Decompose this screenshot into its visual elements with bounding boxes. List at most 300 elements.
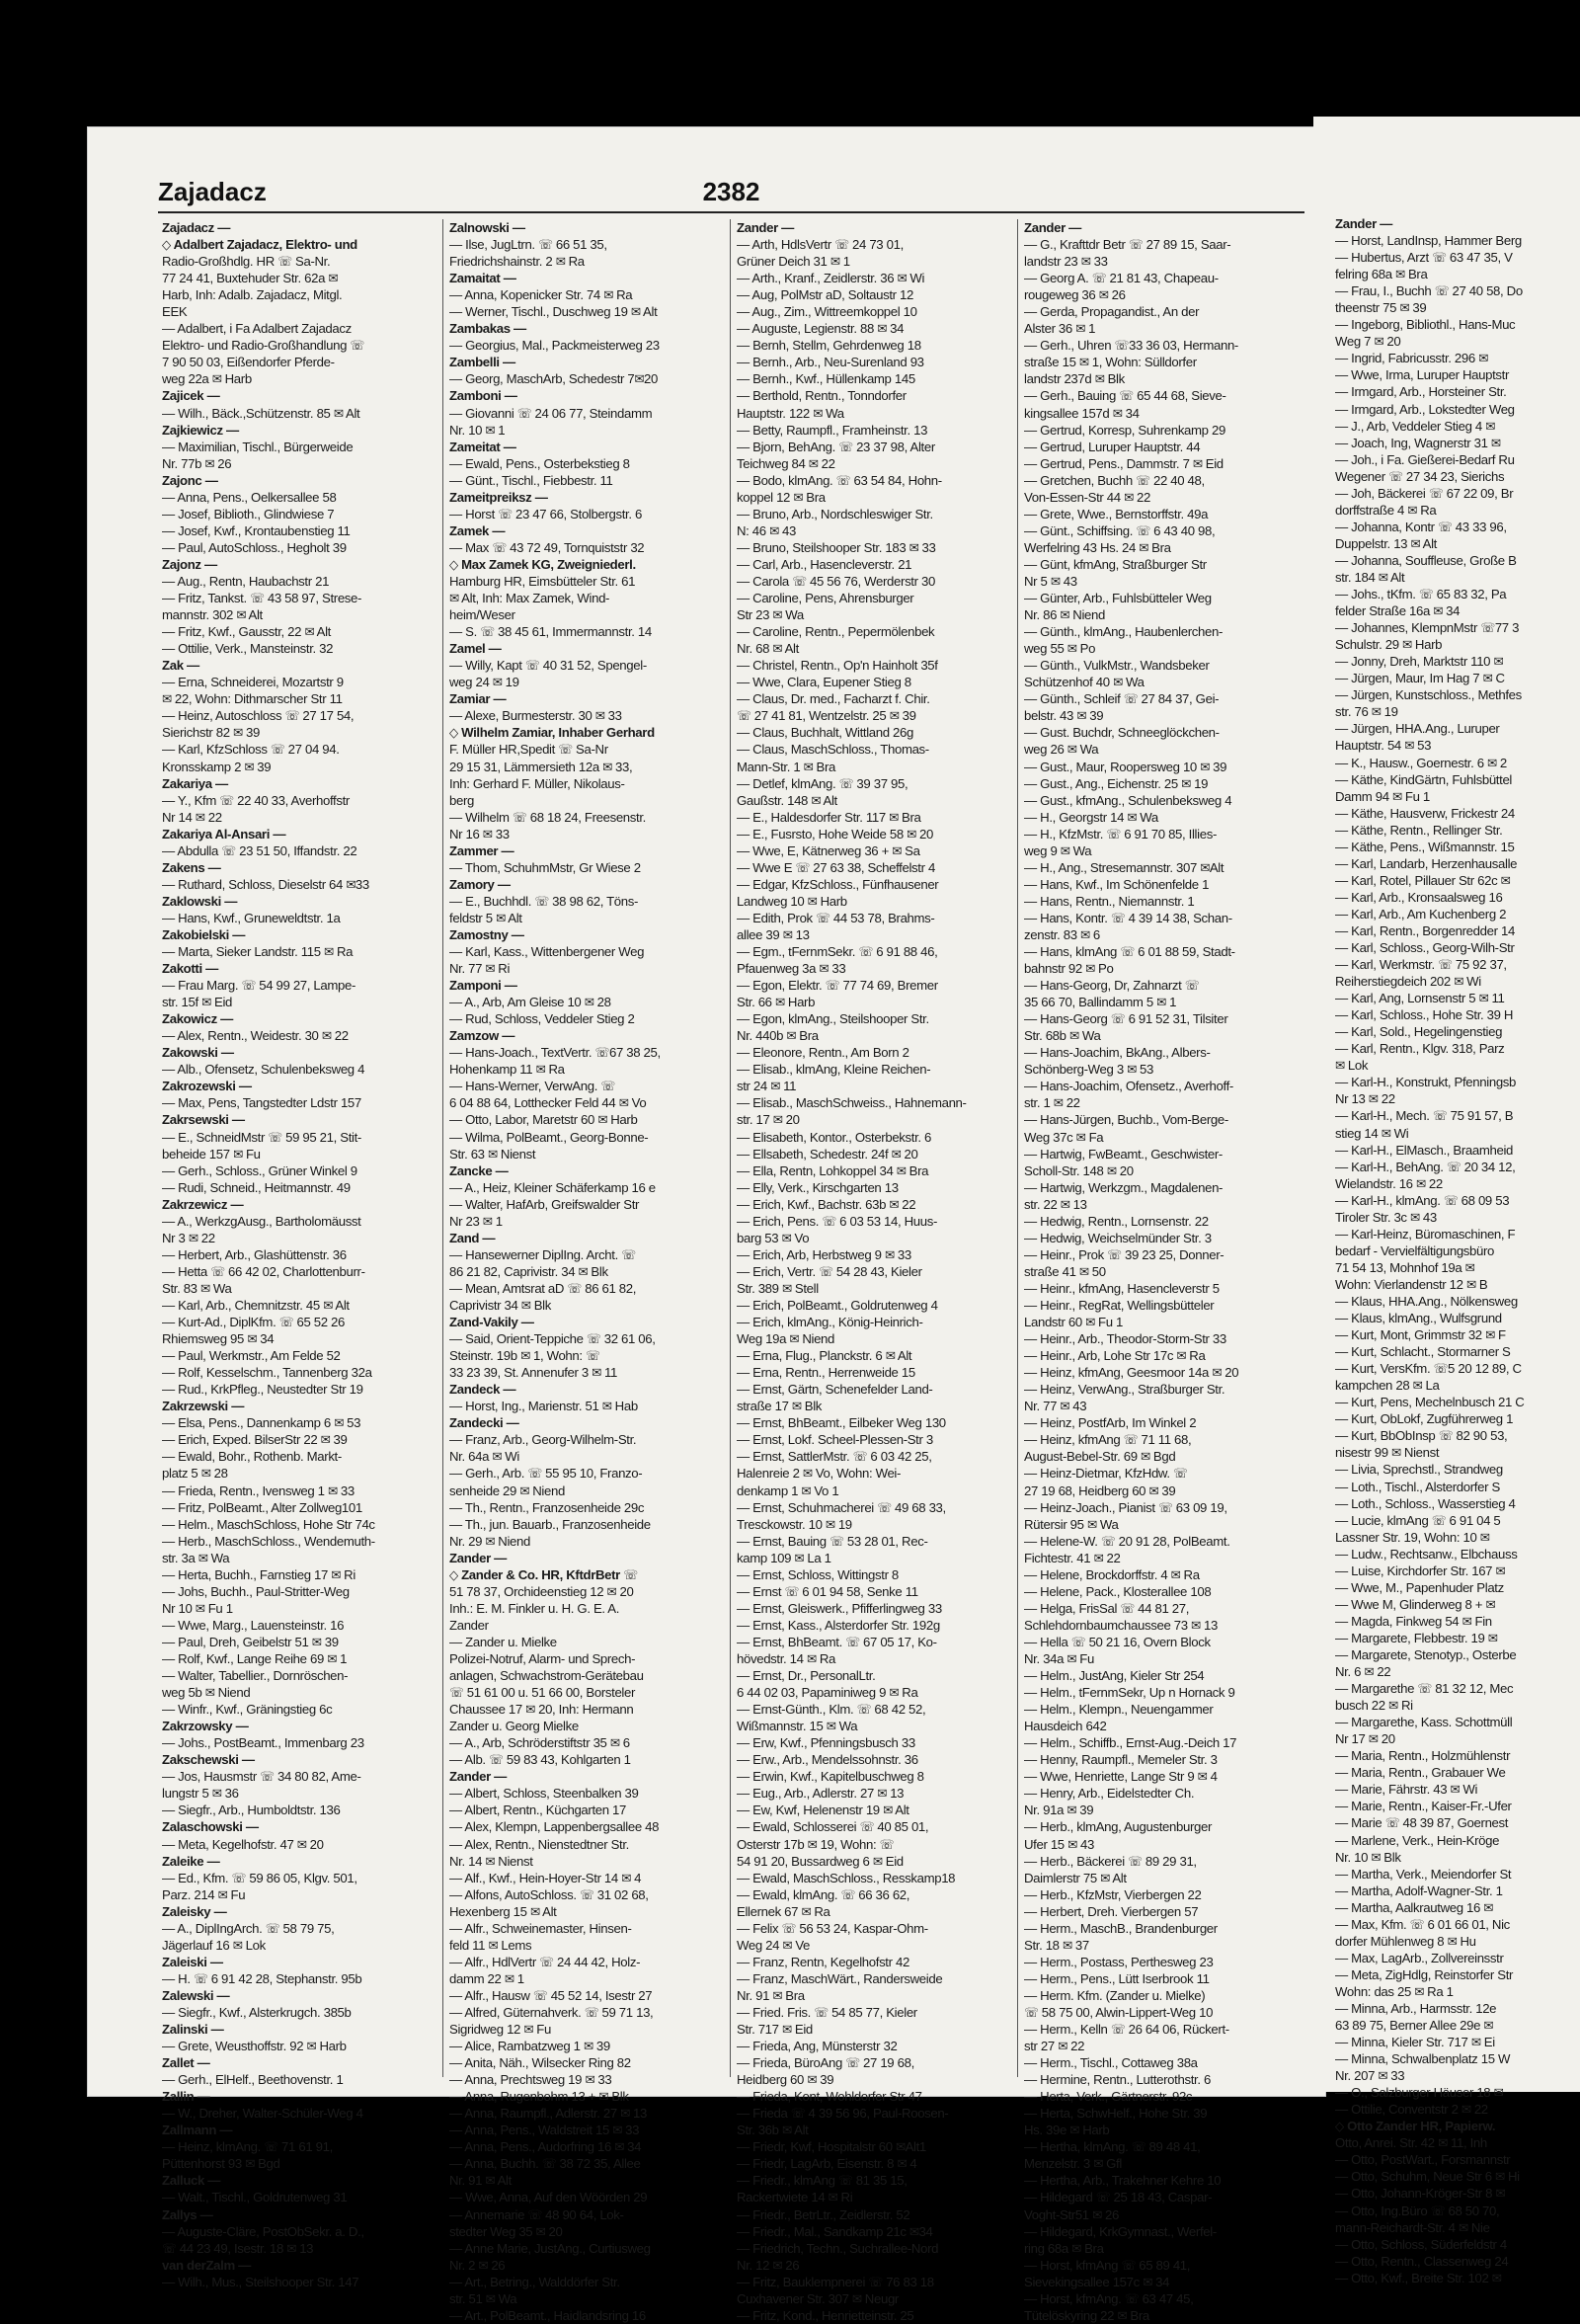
directory-entry-line: — Wilhelm ☏ 68 18 24, Freesenstr. xyxy=(449,809,646,825)
directory-entry-line: — Hella ☏ 50 21 16, Overn Block xyxy=(1024,1634,1211,1649)
directory-entry-line: — Hermine, Rentn., Lutterothstr. 6 xyxy=(1024,2072,1211,2088)
directory-entry-line: — Herb., klmAng, Augustenburger xyxy=(1024,1819,1212,1835)
directory-entry-line: 6 04 88 64, Lotthecker Feld 44 ✉ Vo xyxy=(449,1095,647,1111)
directory-entry-line: — Heinr., Prok ☏ 39 23 25, Donner- xyxy=(1024,1246,1224,1262)
directory-entry-line: Harb, Inh: Adalb. Zajadacz, Mitgl. xyxy=(162,287,343,303)
directory-entry-line: str 24 ✉ 11 xyxy=(737,1079,797,1094)
directory-entry-line: — Meta, ZigHdlg, Reinstorfer Str xyxy=(1335,1966,1514,1982)
directory-entry-line: ◇ Adalbert Zajadacz, Elektro- und xyxy=(162,237,357,253)
directory-entry-line: Hexenberg 15 ✉ Alt xyxy=(449,1903,557,1919)
directory-entry-line: — Marie ☏ 48 39 87, Goernest xyxy=(1335,1815,1509,1831)
directory-entry-line: str. 22 ✉ 13 xyxy=(1024,1196,1087,1212)
directory-entry-line: — Frau, I., Buchh ☏ 27 40 58, Do xyxy=(1335,283,1523,299)
directory-entry-line: — Erich, Vertr. ☏ 54 28 43, Kieler xyxy=(737,1263,922,1279)
directory-entry-line: — Fritz, Kwf., Gausstr, 22 ✉ Alt xyxy=(162,624,331,640)
directory-entry-line: Tütelöskyring 22 ✉ Bra xyxy=(1024,2307,1149,2323)
directory-entry-line: lungstr 5 ✉ 36 xyxy=(162,1786,239,1802)
directory-entry-line: van derZalm — xyxy=(162,2257,251,2273)
directory-entry-line: Weg 19a ✉ Niend xyxy=(737,1331,835,1347)
directory-entry-line: Zaleisky — xyxy=(162,1903,227,1919)
directory-entry-line: Zakobielski — xyxy=(162,926,246,942)
directory-entry-line: platz 5 ✉ 28 xyxy=(162,1466,228,1482)
directory-entry-line: str. 76 ✉ 19 xyxy=(1335,704,1398,720)
directory-entry-line: — Claus, Buchhalt, Wittland 26g xyxy=(737,725,913,741)
directory-entry-line: — Erich, Exped. BilserStr 22 ✉ 39 xyxy=(162,1432,348,1448)
directory-entry-line: ◇ Zander & Co. HR, KftdrBetr ☏ xyxy=(449,1566,638,1582)
directory-entry-line: — Anna, Kopenicker Str. 74 ✉ Ra xyxy=(449,287,633,303)
directory-entry-line: — A., WerkzgAusg., Bartholomäusst xyxy=(162,1213,361,1229)
directory-entry-line: Zajonz — xyxy=(162,556,217,572)
directory-entry-line: — Franz, MaschWärt., Randersweide xyxy=(737,1970,943,1986)
directory-entry-line: Str. 68b ✉ Wa xyxy=(1024,1028,1101,1044)
directory-entry-line: — Fritz, Bauklempnerei ☏ 76 83 18 xyxy=(737,2274,934,2289)
directory-entry-line: Heidberg 60 ✉ 39 xyxy=(737,2072,834,2088)
directory-entry-line: — Johs, Buchh., Paul-Stritter-Weg xyxy=(162,1583,350,1599)
directory-entry-line: — Egon, klmAng., Steilshooper Str. xyxy=(737,1011,929,1027)
directory-entry-line: Wegener ☏ 27 34 23, Sierichs xyxy=(1335,468,1505,484)
directory-entry-line: — Hartwig, Werkzgm., Magdalenen- xyxy=(1024,1179,1224,1195)
directory-entry-line: Zakens — xyxy=(162,859,221,875)
directory-entry-line: — Heinz, klmAng. ☏ 71 61 91, xyxy=(162,2139,333,2155)
directory-entry-line: — Rolf, Kesselschm., Tannenberg 32a xyxy=(162,1365,372,1381)
directory-entry-line: Voght-Str51 ✉ 26 xyxy=(1024,2206,1119,2222)
directory-entry-line: belstr. 43 ✉ 39 xyxy=(1024,708,1104,724)
directory-entry-line: — Heinr., Arb., Theodor-Storm-Str 33 xyxy=(1024,1331,1226,1347)
directory-entry-line: berg xyxy=(449,792,474,808)
directory-entry-line: — Henry, Arb., Eidelstedter Ch. xyxy=(1024,1786,1195,1802)
directory-entry-line: Zambelli — xyxy=(449,355,515,370)
directory-entry-line: weg 26 ✉ Wa xyxy=(1024,742,1099,758)
directory-entry-line: Zalnowski — xyxy=(449,220,525,235)
directory-entry-line: Damm 94 ✉ Fu 1 xyxy=(1335,788,1430,804)
directory-column-4 xyxy=(1018,219,1304,2323)
directory-entry-line: — Paul, Dreh, Geibelstr 51 ✉ 39 xyxy=(162,1634,339,1649)
directory-entry-line: — Rolf, Kwf., Lange Reihe 69 ✉ 1 xyxy=(162,1650,348,1666)
directory-entry-line: 7 90 50 03, Eißendorfer Pferde- xyxy=(162,355,335,370)
directory-entry-line: Nr. 10 ✉ Blk xyxy=(1335,1849,1401,1865)
directory-entry-line: Halenreie 2 ✉ Vo, Wohn: Wei- xyxy=(737,1466,902,1482)
directory-entry-line: Zander — xyxy=(1335,216,1393,231)
directory-entry-line: Wohn: das 25 ✉ Ra 1 xyxy=(1335,1983,1454,1999)
directory-entry-line: Nr. 77 ✉ Ri xyxy=(449,961,511,977)
directory-entry-line: — Otto, Ing.Büro ☏ 68 50 70, xyxy=(1335,2203,1500,2218)
directory-entry-line: — Joh., i Fa. Gießerei-Bedarf Ru xyxy=(1335,451,1515,467)
directory-entry-line: — Herbert, Arb., Glashüttenstr. 36 xyxy=(162,1246,347,1262)
directory-entry-line: rougeweg 36 ✉ 26 xyxy=(1024,287,1126,303)
directory-entry-line: — Hans-Joachim, Ofensetz., Averhoff- xyxy=(1024,1079,1233,1094)
directory-entry-line: Weg 37c ✉ Fa xyxy=(1024,1129,1104,1145)
directory-entry-line: — Otto, Labor, Maretstr 60 ✉ Harb xyxy=(449,1112,638,1128)
directory-entry-line: — Th., Rentn., Franzosenheide 29c xyxy=(449,1499,645,1515)
directory-entry-line: — Loth., Schloss., Wasserstieg 4 xyxy=(1335,1495,1516,1511)
directory-entry-line: — Berthold, Rentn., Tonndorfer xyxy=(737,388,907,404)
directory-entry-line: — Fritz, PolBeamt., Alter Zollweg101 xyxy=(162,1499,362,1515)
directory-entry-line: Cuxhavener Str. 307 ✉ Neugr xyxy=(737,2290,899,2306)
directory-entry-line: — Georg, MaschArb, Schedestr 7✉20 xyxy=(449,371,658,387)
directory-entry-line: Zajadacz — xyxy=(162,220,231,235)
directory-entry-line: — Ewald, MaschSchloss., Resskamp18 xyxy=(737,1870,956,1885)
directory-entry-line: — Franz, Arb., Georg-Wilhelm-Str. xyxy=(449,1432,637,1448)
directory-entry-line: Zameitpreiksz — xyxy=(449,489,548,505)
directory-entry-line: Radio-Großhdlg. HR ☏ Sa-Nr. xyxy=(162,254,331,270)
directory-entry-line: Hamburg HR, Eimsbütteler Str. 61 xyxy=(449,573,636,589)
directory-entry-line: weg 55 ✉ Po xyxy=(1024,641,1096,657)
directory-entry-line: F. Müller HR,Spedit ☏ Sa-Nr xyxy=(449,742,608,758)
directory-entry-line: — Heinz, VerwAng., Straßburger Str. xyxy=(1024,1382,1225,1398)
directory-entry-line: — Hertha, Arb., Trakehner Kehre 10 xyxy=(1024,2173,1222,2189)
directory-entry-line: Von-Essen-Str 44 ✉ 22 xyxy=(1024,489,1150,505)
directory-entry-line: Nr. 207 ✉ 33 xyxy=(1335,2068,1405,2084)
directory-entry-line: — O., Salzburger Häuser 18 ✉ xyxy=(1335,2085,1504,2101)
directory-entry-line: — E., Haldesdorfer Str. 117 ✉ Bra xyxy=(737,809,921,825)
directory-entry-line: — Hans, klmAng ☏ 6 01 88 59, Stadt- xyxy=(1024,944,1235,960)
directory-entry-line: — H., Georgstr 14 ✉ Wa xyxy=(1024,809,1158,825)
directory-entry-line: — Friedrich, Techn., Suchrallee-Nord xyxy=(737,2240,939,2256)
directory-entry-line: — Herb., Bäckerei ☏ 89 29 31, xyxy=(1024,1853,1197,1869)
directory-entry-line: — A., Heiz, Kleiner Schäferkamp 16 e xyxy=(449,1179,656,1195)
directory-entry-line: Otto, Anrei. Str. 42 ✉ 11, Inh xyxy=(1335,2135,1487,2151)
directory-entry-line: str. 51 ✉ Wa xyxy=(449,2290,517,2306)
directory-entry-line: Wißmannstr. 15 ✉ Wa xyxy=(737,1719,858,1734)
directory-entry-line: Nr. 12 ✉ 26 xyxy=(737,2257,800,2273)
directory-entry-line: Zammer — xyxy=(449,842,514,858)
directory-entry-line: — Alb., Ofensetz, Schulenbeksweg 4 xyxy=(162,1062,365,1078)
directory-entry-line: — Ilse, JugLtrn. ☏ 66 51 35, xyxy=(449,237,607,253)
directory-entry-line: — Frieda, BüroAng ☏ 27 19 68, xyxy=(737,2055,914,2071)
directory-entry-line: — Ernst ☏ 6 01 94 58, Senke 11 xyxy=(737,1583,918,1599)
directory-entry-line: Hs. 39e ✉ Harb xyxy=(1024,2123,1110,2138)
directory-entry-line: — Herm., Pens., Lütt Iserbrook 11 xyxy=(1024,1970,1210,1986)
directory-entry-line: — Carola ☏ 45 56 76, Werderstr 30 xyxy=(737,573,935,589)
directory-entry-line: Weg 24 ✉ Ve xyxy=(737,1937,811,1953)
directory-column-2 xyxy=(443,219,731,2323)
directory-entry-line: Nr. 86 ✉ Niend xyxy=(1024,607,1106,623)
directory-entry-line: — Friedr, Kwf, Hospitalstr 60 ✉Alt1 xyxy=(737,2139,926,2155)
directory-entry-line: Landweg 10 ✉ Harb xyxy=(737,893,847,909)
directory-entry-line: — Maria, Rentn., Grabauer We xyxy=(1335,1765,1506,1781)
directory-entry-line: — Karl-Heinz, Büromaschinen, F xyxy=(1335,1226,1516,1242)
directory-entry-line: — Wwe, Henriette, Lange Str 9 ✉ 4 xyxy=(1024,1769,1218,1785)
directory-entry-line: — Carl, Arb., Hasencleverstr. 21 xyxy=(737,556,912,572)
directory-entry-line: kampchen 28 ✉ La xyxy=(1335,1378,1440,1394)
directory-entry-line: — Joach, Ing, Wagnerstr 31 ✉ xyxy=(1335,435,1501,450)
directory-entry-line: — Magda, Finkweg 54 ✉ Fin xyxy=(1335,1613,1492,1629)
directory-entry-line: — Margarete, Stenotyp., Osterbe xyxy=(1335,1646,1517,1662)
directory-entry-line: — Ernst, Kass., Alsterdorfer Str. 192g xyxy=(737,1617,940,1633)
directory-entry-line: Nr. 77 ✉ 43 xyxy=(1024,1399,1087,1414)
directory-entry-line: — E., SchneidMstr ☏ 59 95 21, Stit- xyxy=(162,1129,361,1145)
directory-entry-line: — Arth, HdlsVertr ☏ 24 73 01, xyxy=(737,237,904,253)
directory-entry-line: — Günt., Schiffsing. ☏ 6 43 40 98, xyxy=(1024,522,1216,538)
directory-entry-line: — Wwe M, Glinderweg 8 + ✉ xyxy=(1335,1596,1496,1612)
directory-entry-line: — Grete, Wwe., Bernstorffstr. 49a xyxy=(1024,506,1209,521)
directory-entry-line: — Fritz, Kond., Henrietteinstr. 25 xyxy=(737,2307,914,2323)
directory-entry-line: — Günt, kfmAng, Straßburger Str xyxy=(1024,556,1207,572)
directory-entry-line: — Wwe E ☏ 27 63 38, Scheffelstr 4 xyxy=(737,859,935,875)
directory-entry-line: — Wilh., Mus., Steilshooper Str. 147 xyxy=(162,2274,359,2289)
directory-entry-line: — Ernst, Gleiswerk., Pfifferlingweg 33 xyxy=(737,1600,942,1616)
directory-entry-line: — Günth., klmAng., Haubenlerchen- xyxy=(1024,624,1224,640)
directory-entry-line: — Gust., kfmAng., Schulenbeksweg 4 xyxy=(1024,792,1232,808)
directory-entry-line: — Frau Marg. ☏ 54 99 27, Lampe- xyxy=(162,978,356,994)
directory-entry-line: ☏ 51 61 00 u. 51 66 00, Borsteler xyxy=(449,1685,636,1701)
directory-entry-line: — Ingrid, Fabricusstr. 296 ✉ xyxy=(1335,351,1488,366)
directory-entry-line: — Herm., Tischl., Cottaweg 38a xyxy=(1024,2055,1198,2071)
directory-entry-line: — Hans-Joach., TextVertr. ☏67 38 25, xyxy=(449,1045,661,1061)
directory-entry-line: — Kurt, ObLokf, Zugführerweg 1 xyxy=(1335,1411,1514,1427)
directory-entry-line: — Karl-H., klmAng. ☏ 68 09 53 xyxy=(1335,1192,1510,1208)
directory-entry-line: — Bodo, klmAng. ☏ 63 54 84, Hohn- xyxy=(737,472,942,488)
directory-entry-line: — Alice, Rambatzweg 1 ✉ 39 xyxy=(449,2039,610,2054)
directory-entry-line: — Karl, Arb., Am Kuchenberg 2 xyxy=(1335,906,1507,922)
directory-entry-line: — Winfr., Kwf., Gräningstieg 6c xyxy=(162,1702,333,1718)
directory-entry-line: — Käthe, Pens., Wißmannstr. 15 xyxy=(1335,839,1515,854)
directory-entry-line: — Siegfr., Kwf., Alsterkrugch. 385b xyxy=(162,2004,352,2020)
directory-entry-line: — Klaus, klmAng., Wulfsgrund xyxy=(1335,1311,1502,1326)
directory-entry-line: — Claus, Dr. med., Facharzt f. Chir. xyxy=(737,691,930,707)
directory-entry-line: — Friedr., BetrLtr., Zeidlerstr. 52 xyxy=(737,2206,910,2222)
directory-entry-line: barg 53 ✉ Vo xyxy=(737,1230,810,1245)
directory-entry-line: — Maximilian, Tischl., Bürgerweide xyxy=(162,439,354,454)
directory-entry-line: Zambakas — xyxy=(449,321,526,337)
directory-entry-line: Nr. 14 ✉ Nienst xyxy=(449,1853,533,1869)
directory-entry-line: Caprivistr 34 ✉ Blk xyxy=(449,1298,551,1313)
directory-entry-line: Wielandstr. 16 ✉ 22 xyxy=(1335,1175,1443,1191)
directory-entry-line: — Ernst, Gärtn, Schenefelder Land- xyxy=(737,1382,933,1398)
running-head-surname: Zajadacz xyxy=(158,177,267,206)
directory-entry-line: — Adalbert, i Fa Adalbert Zajadacz xyxy=(162,321,352,337)
directory-entry-line: — Thom, SchuhmMstr, Gr Wiese 2 xyxy=(449,859,641,875)
directory-entry-line: — Edgar, KfzSchloss., Fünfhausener xyxy=(737,876,939,892)
directory-entry-line: Schulstr. 29 ✉ Harb xyxy=(1335,637,1443,653)
directory-entry-line: — Erich, Pens. ☏ 6 03 53 14, Huus- xyxy=(737,1213,938,1229)
directory-entry-line: — Friedr., klmAng ☏ 81 35 15, xyxy=(737,2173,908,2189)
directory-entry-line: — Ernst-Günth., Klm. ☏ 68 42 52, xyxy=(737,1702,926,1718)
directory-entry-line: — Anita, Näh., Wilsecker Ring 82 xyxy=(449,2055,631,2071)
directory-entry-line: — Heinr., RegRat, Wellingsbütteler xyxy=(1024,1298,1215,1313)
directory-entry-line: — Kurt-Ad., DiplKfm. ☏ 65 52 26 xyxy=(162,1315,346,1330)
directory-entry-line: — Gust., Ang., Eichenstr. 25 ✉ 19 xyxy=(1024,775,1209,791)
directory-entry-line: — Wilh., Bäck.,Schützenstr. 85 ✉ Alt xyxy=(162,405,360,421)
directory-entry-line: Hauptstr. 122 ✉ Wa xyxy=(737,405,844,421)
directory-entry-line: Hausdeich 642 xyxy=(1024,1719,1107,1734)
directory-entry-line: Chaussee 17 ✉ 20, Inh: Hermann xyxy=(449,1702,634,1718)
directory-entry-line: — K., Hausw., Goernestr. 6 ✉ 2 xyxy=(1335,755,1507,770)
directory-entry-line: — Wwe, Anna, Auf den Wöörden 29 xyxy=(449,2190,648,2205)
directory-entry-line: — Jürgen, Maur, Im Hag 7 ✉ C xyxy=(1335,671,1505,686)
directory-entry-line: — Wwe, M., Papenhuder Platz xyxy=(1335,1579,1504,1595)
directory-entry-line: — Albert, Rentn., Küchgarten 17 xyxy=(449,1803,627,1818)
directory-entry-line: kamp 109 ✉ La 1 xyxy=(737,1550,831,1565)
directory-entry-line: — Alexe, Burmesterstr. 30 ✉ 33 xyxy=(449,708,622,724)
directory-entry-line: Zakrzewski — xyxy=(162,1399,245,1414)
directory-entry-line: Zajonc — xyxy=(162,472,218,488)
directory-entry-line: — Rud, Schloss, Veddeler Stieg 2 xyxy=(449,1011,635,1027)
directory-entry-line: — Günter, Arb., Fuhlsbütteler Weg xyxy=(1024,591,1212,606)
directory-entry-line: — Aug., Zim., Wittreemkoppel 10 xyxy=(737,304,917,320)
directory-entry-line: — Hildegard, KrkGymnast., Werfel- xyxy=(1024,2223,1217,2239)
directory-entry-line: — Hildegard ☏ 25 18 43, Caspar- xyxy=(1024,2190,1213,2205)
directory-entry-line: senheide 29 ✉ Niend xyxy=(449,1483,565,1498)
directory-page xyxy=(87,126,1326,2323)
directory-entry-line: Zand-Vakily — xyxy=(449,1315,534,1330)
directory-entry-line: — Helga, FrisSal ☏ 44 81 27, xyxy=(1024,1600,1190,1616)
directory-entry-line: Zakariya — xyxy=(162,775,228,791)
directory-entry-line: — Hans-Georg ☏ 6 91 52 31, Tilsiter xyxy=(1024,1011,1228,1027)
directory-entry-line: weg 9 ✉ Wa xyxy=(1024,842,1092,858)
directory-entry-line: ✉ Alt, Inh: Max Zamek, Wind- xyxy=(449,591,610,606)
directory-entry-line: — Erich, Arb, Herbstweg 9 ✉ 33 xyxy=(737,1246,911,1262)
directory-entry-line: — Alb. ☏ 59 83 43, Kohlgarten 1 xyxy=(449,1752,631,1768)
directory-entry-line: — Alex, Klempn, Lappenbergsallee 48 xyxy=(449,1819,660,1835)
directory-entry-line: — H., KfzMstr. ☏ 6 91 70 85, Illies- xyxy=(1024,826,1217,841)
directory-entry-line: — A., Arb, Schröderstiftstr 35 ✉ 6 xyxy=(449,1735,630,1751)
directory-entry-line: — Gertrud, Pens., Dammstr. 7 ✉ Eid xyxy=(1024,455,1224,471)
directory-entry-line: — Minna, Schwalbenplatz 15 W xyxy=(1335,2051,1511,2067)
directory-entry-line: — Max, Pens, Tangstedter Ldstr 157 xyxy=(162,1095,361,1111)
directory-entry-line: — Erw, Kwf., Pfenningsbusch 33 xyxy=(737,1735,915,1751)
directory-entry-line: — Felix ☏ 56 53 24, Kaspar-Ohm- xyxy=(737,1920,928,1936)
directory-entry-line: — E., Fusrsto, Hohe Weide 58 ✉ 20 xyxy=(737,826,933,841)
directory-entry-line: — Wilma, PolBeamt., Georg-Bonne- xyxy=(449,1129,649,1145)
directory-entry-line: — Alfons, AutoSchloss. ☏ 31 02 68, xyxy=(449,1886,649,1902)
directory-entry-line: — Grete, Weusthoffstr. 92 ✉ Harb xyxy=(162,2039,347,2054)
directory-entry-line: — Hedwig, Weichselmünder Str. 3 xyxy=(1024,1230,1212,1245)
directory-entry-line: Weg 7 ✉ 20 xyxy=(1335,334,1401,350)
directory-entry-line: — Ruthard, Schloss, Dieselstr 64 ✉33 xyxy=(162,876,369,892)
directory-entry-line: — Hans, Kontr. ☏ 4 39 14 38, Schan- xyxy=(1024,910,1232,925)
directory-entry-line: — Erw., Arb., Mendelssohnstr. 36 xyxy=(737,1752,918,1768)
directory-entry-line: — Hans, Kwf., Im Schönenfelde 1 xyxy=(1024,876,1210,892)
directory-entry-line: — Anna, Pens., Waldstreit 15 ✉ 33 xyxy=(449,2123,640,2138)
directory-entry-line: 33 23 39, St. Annenufer 3 ✉ 11 xyxy=(449,1365,618,1381)
directory-entry-line: ☏ 44 23 49, Isestr. 18 ✉ 13 xyxy=(162,2240,314,2256)
directory-entry-line: — Gust., Maur, Roopersweg 10 ✉ 39 xyxy=(1024,759,1227,774)
directory-entry-line: — Walt., Tischl., Goldrutenweg 31 xyxy=(162,2190,348,2205)
directory-entry-line: Jägerlauf 16 ✉ Lok xyxy=(162,1937,266,1953)
directory-entry-line: dorffstraße 4 ✉ Ra xyxy=(1335,502,1437,518)
directory-entry-line: — Johanna, Souffleuse, Große B xyxy=(1335,552,1517,568)
directory-entry-line: — Karl-H., BehAng. ☏ 20 34 12, xyxy=(1335,1159,1516,1174)
directory-entry-line: Zakschewski — xyxy=(162,1752,255,1768)
directory-entry-line: — Heinr., Arb, Lohe Str 17c ✉ Ra xyxy=(1024,1348,1206,1364)
directory-entry-line: — Fritz, Tankst. ☏ 43 58 97, Strese- xyxy=(162,591,362,606)
directory-entry-line: — Bernh, Stellm, Gehrdenweg 18 xyxy=(737,338,921,354)
directory-entry-line: weg 22a ✉ Harb xyxy=(162,371,252,387)
directory-entry-line: Lassner Str. 19, Wohn: 10 ✉ xyxy=(1335,1529,1490,1545)
directory-entry-line: Nr. 91 ✉ Bra xyxy=(737,1987,805,2003)
directory-entry-line: — Irmgard, Arb., Lokstedter Weg xyxy=(1335,401,1515,417)
directory-entry-line: — Hansewerner DiplIng. Archt. ☏ xyxy=(449,1246,636,1262)
directory-entry-line: — Horst, kfmAng ☏ 65 89 41, xyxy=(1024,2257,1191,2273)
directory-entry-line: Zak — xyxy=(162,658,199,674)
directory-entry-line: — Frieda, Kont, Wohldorfer Str 47 xyxy=(737,2089,922,2105)
directory-entry-line: — Christel, Rentn., Op'n Hainholt 35f xyxy=(737,658,938,674)
directory-entry-line: Zaklowski — xyxy=(162,893,238,909)
directory-entry-line: — Ottilie, Verk., Mansteinstr. 32 xyxy=(162,641,334,657)
directory-entry-line: — Elly, Verk., Kirschgarten 13 xyxy=(737,1179,899,1195)
directory-entry-line: — Hedwig, Rentn., Lornsenstr. 22 xyxy=(1024,1213,1209,1229)
directory-entry-line: — Karl, Werkmstr. ☏ 75 92 37, xyxy=(1335,957,1507,973)
directory-entry-line: — Wwe, Marg., Lauensteinstr. 16 xyxy=(162,1617,345,1633)
directory-entry-line: — Auguste, Legienstr. 88 ✉ 34 xyxy=(737,321,905,337)
facing-page-column xyxy=(1335,215,1580,2286)
directory-entry-line: 77 24 41, Buxtehuder Str. 62a ✉ xyxy=(162,271,338,286)
directory-entry-line: — Erwin, Kwf., Kapitelbuschweg 8 xyxy=(737,1769,924,1785)
directory-entry-line: Zalinski — xyxy=(162,2022,224,2038)
directory-entry-line: kingsallee 157d ✉ 34 xyxy=(1024,405,1140,421)
directory-entry-line: str. 3a ✉ Wa xyxy=(162,1550,230,1565)
directory-entry-line: Kronsskamp 2 ✉ 39 xyxy=(162,759,272,774)
directory-entry-line: — Ernst, Schuhmacherei ☏ 49 68 33, xyxy=(737,1499,946,1515)
directory-entry-line: 63 89 75, Berner Allee 29e ✉ xyxy=(1335,2018,1493,2034)
directory-entry-line: Nr 3 ✉ 22 xyxy=(162,1230,215,1245)
directory-entry-line: Grüner Deich 31 ✉ 1 xyxy=(737,254,850,270)
directory-entry-line: — Hans-Jürgen, Buchb., Vom-Berge- xyxy=(1024,1112,1228,1128)
directory-entry-line: — Rud., KrkPfleg., Neustedter Str 19 xyxy=(162,1382,363,1398)
directory-entry-line: Str. 66 ✉ Harb xyxy=(737,995,816,1010)
directory-entry-line: — Giovanni ☏ 24 06 77, Steindamm xyxy=(449,405,653,421)
directory-entry-line: — Friedr, LagArb, Eisenstr. 8 ✉ 4 xyxy=(737,2156,917,2172)
directory-entry-line: — Herm. Kfm. (Zander u. Mielke) xyxy=(1024,1987,1206,2003)
directory-entry-line: — Betty, Raumpfl., Framheinstr. 13 xyxy=(737,422,928,438)
directory-entry-line: — Hans-Werner, VerwAng. ☏ xyxy=(449,1079,615,1094)
directory-entry-line: Nr 13 ✉ 22 xyxy=(1335,1091,1395,1107)
directory-entry-line: — Alf., Kwf., Hein-Hoyer-Str 14 ✉ 4 xyxy=(449,1870,642,1885)
directory-entry-line: Zallys — xyxy=(162,2206,213,2222)
directory-entry-line: — Gretchen, Buchh ☏ 22 40 48, xyxy=(1024,472,1205,488)
directory-entry-line: — Lucie, klmAng ☏ 6 91 04 5 xyxy=(1335,1512,1501,1528)
directory-entry-line: — Erna, Schneiderei, Mozartstr 9 xyxy=(162,675,344,690)
directory-entry-line: 54 91 20, Bussardweg 6 ✉ Eid xyxy=(737,1853,904,1869)
directory-entry-line: — Helm., JustAng, Kieler Str 254 xyxy=(1024,1668,1205,1684)
directory-entry-line: — Erich, PolBeamt., Goldrutenweg 4 xyxy=(737,1298,938,1313)
directory-entry-line: nisestr 99 ✉ Nienst xyxy=(1335,1445,1440,1461)
directory-entry-line: Rackertwiete 14 ✉ Ri xyxy=(737,2190,853,2205)
directory-entry-line: — Edith, Prok ☏ 44 53 78, Brahms- xyxy=(737,910,935,925)
directory-entry-line: — Johanna, Kontr ☏ 43 33 96, xyxy=(1335,519,1507,534)
directory-column-3 xyxy=(731,219,1018,2323)
directory-entry-line: Friedrichshainstr. 2 ✉ Ra xyxy=(449,254,585,270)
directory-entry-line: — Ellsabeth, Schedestr. 24f ✉ 20 xyxy=(737,1146,918,1162)
directory-entry-line: — Karl-H., Mech. ☏ 75 91 57, B xyxy=(1335,1108,1514,1124)
directory-entry-line: — Herta, SchwHelf., Hohe Str. 39 xyxy=(1024,2106,1208,2122)
directory-entry-line: — Abdulla ☏ 23 51 50, Iffandstr. 22 xyxy=(162,842,357,858)
directory-entry-line: 35 66 70, Ballindamm 5 ✉ 1 xyxy=(1024,995,1177,1010)
directory-entry-line: — Hertha, klmAng. ☏ 89 48 41, xyxy=(1024,2139,1201,2155)
directory-entry-line: — A., DiplIngArch. ☏ 58 79 75, xyxy=(162,1920,335,1936)
directory-entry-line: — Karl, Rentn., Klgv. 318, Parz xyxy=(1335,1041,1505,1057)
directory-entry-line: — Elisab., MaschSchweiss., Hahnemann- xyxy=(737,1095,967,1111)
directory-entry-line: ✉ Lok xyxy=(1335,1058,1369,1074)
directory-entry-line: — Zander u. Mielke xyxy=(449,1634,557,1649)
directory-entry-line: Pfauenweg 3a ✉ 33 xyxy=(737,961,846,977)
directory-entry-line: — Th., jun. Bauarb., Franzosenheide xyxy=(449,1516,651,1532)
directory-entry-line: — Auguste-Cläre, PostObSekr. a. D., xyxy=(162,2223,364,2239)
directory-entry-line: Nr. 77b ✉ 26 xyxy=(162,455,232,471)
directory-entry-line: — Alex, Rentn., Weidestr. 30 ✉ 22 xyxy=(162,1028,349,1044)
directory-entry-line: — Bjorn, BehAng. ☏ 23 37 98, Alter xyxy=(737,439,935,454)
directory-entry-line: landstr 23 ✉ 33 xyxy=(1024,254,1108,270)
directory-entry-line: — Marlene, Verk., Hein-Kröge xyxy=(1335,1832,1500,1848)
directory-entry-line: — Heinz, kfmAng, Geesmoor 14a ✉ 20 xyxy=(1024,1365,1239,1381)
directory-entry-line: weg 24 ✉ 19 xyxy=(449,675,519,690)
directory-entry-line: Zamiar — xyxy=(449,691,507,707)
directory-entry-line: Scholl-Str. 148 ✉ 20 xyxy=(1024,1162,1134,1178)
directory-entry-line: — Martha, Adolf-Wagner-Str. 1 xyxy=(1335,1883,1503,1898)
directory-entry-line: — Marie, Rentn., Kaiser-Fr.-Ufer xyxy=(1335,1799,1512,1814)
directory-entry-line: — Hetta ☏ 66 42 02, Charlottenburr- xyxy=(162,1263,365,1279)
